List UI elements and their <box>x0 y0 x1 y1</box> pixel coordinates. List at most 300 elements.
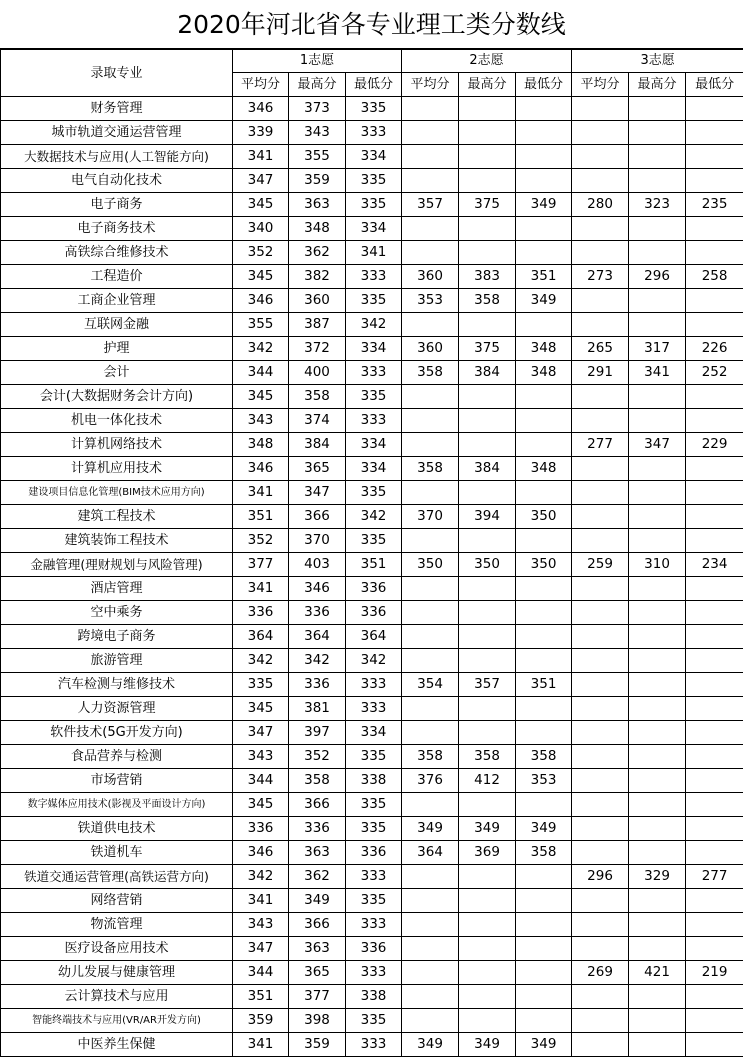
score-cell: 341 <box>233 577 289 601</box>
major-cell: 网络营销 <box>1 889 233 913</box>
major-cell: 铁道机车 <box>1 841 233 865</box>
min-header: 最低分 <box>686 73 743 97</box>
score-cell: 394 <box>459 505 516 529</box>
table-row <box>1 433 743 457</box>
score-cell: 344 <box>233 961 289 985</box>
score-cell: 366 <box>289 913 346 937</box>
score-cell <box>516 385 572 409</box>
score-cell: 329 <box>629 865 686 889</box>
score-cell <box>686 913 743 937</box>
score-cell <box>629 241 686 265</box>
score-cell <box>686 937 743 961</box>
score-cell <box>686 481 743 505</box>
score-cell <box>686 889 743 913</box>
score-cell: 338 <box>346 985 402 1009</box>
score-cell: 364 <box>233 625 289 649</box>
score-cell: 343 <box>233 913 289 937</box>
major-cell: 中医养生保健 <box>1 1033 233 1057</box>
table-row <box>1 601 743 625</box>
score-cell <box>459 601 516 625</box>
score-cell: 370 <box>289 529 346 553</box>
score-cell <box>629 673 686 697</box>
score-cell: 397 <box>289 721 346 745</box>
score-cell <box>629 481 686 505</box>
major-cell: 城市轨道交通运营管理 <box>1 121 233 145</box>
score-cell <box>572 625 629 649</box>
score-cell <box>459 385 516 409</box>
major-cell: 工商企业管理 <box>1 289 233 313</box>
major-cell: 食品营养与检测 <box>1 745 233 769</box>
score-cell: 333 <box>346 1033 402 1057</box>
score-cell <box>572 217 629 241</box>
avg-header: 平均分 <box>402 73 459 97</box>
score-cell <box>572 529 629 553</box>
score-cell <box>402 97 459 121</box>
score-cell: 348 <box>516 361 572 385</box>
score-cell: 234 <box>686 553 743 577</box>
score-cell: 348 <box>516 337 572 361</box>
score-cell <box>686 985 743 1009</box>
score-cell: 334 <box>346 433 402 457</box>
score-cell: 339 <box>233 121 289 145</box>
score-cell <box>629 385 686 409</box>
score-cell: 352 <box>233 529 289 553</box>
score-cell: 352 <box>289 745 346 769</box>
score-cell: 412 <box>459 769 516 793</box>
score-cell: 358 <box>459 289 516 313</box>
score-cell: 364 <box>289 625 346 649</box>
score-cell: 345 <box>233 193 289 217</box>
score-cell <box>629 793 686 817</box>
score-cell: 277 <box>572 433 629 457</box>
table-row <box>1 505 743 529</box>
score-cell: 343 <box>233 409 289 433</box>
score-cell <box>686 313 743 337</box>
score-cell: 358 <box>402 457 459 481</box>
score-cell <box>686 217 743 241</box>
score-cell <box>459 169 516 193</box>
score-cell: 370 <box>402 505 459 529</box>
score-cell: 353 <box>516 769 572 793</box>
score-cell: 342 <box>233 337 289 361</box>
score-cell: 366 <box>289 505 346 529</box>
score-cell <box>402 649 459 673</box>
score-cell <box>402 889 459 913</box>
score-cell <box>402 961 459 985</box>
score-cell: 362 <box>289 865 346 889</box>
score-cell <box>459 961 516 985</box>
score-cell: 334 <box>346 721 402 745</box>
score-cell: 352 <box>233 241 289 265</box>
score-cell <box>686 745 743 769</box>
score-cell: 335 <box>346 529 402 553</box>
score-cell <box>629 625 686 649</box>
score-cell: 349 <box>516 1033 572 1057</box>
score-cell <box>629 313 686 337</box>
score-cell: 335 <box>233 673 289 697</box>
table-row <box>1 649 743 673</box>
score-cell: 333 <box>346 361 402 385</box>
score-cell <box>686 793 743 817</box>
major-cell: 会计(大数据财务会计方向) <box>1 385 233 409</box>
score-cell <box>516 601 572 625</box>
major-cell: 护理 <box>1 337 233 361</box>
score-cell <box>629 745 686 769</box>
major-cell: 计算机应用技术 <box>1 457 233 481</box>
score-cell: 336 <box>346 841 402 865</box>
table-row <box>1 361 743 385</box>
score-cell <box>572 313 629 337</box>
choice-2-header: 2志愿 <box>402 50 572 73</box>
score-cell: 341 <box>233 481 289 505</box>
table-row <box>1 241 743 265</box>
score-cell: 398 <box>289 1009 346 1033</box>
score-cell: 333 <box>346 265 402 289</box>
score-cell <box>572 145 629 169</box>
score-cell <box>402 865 459 889</box>
major-cell: 大数据技术与应用(人工智能方向) <box>1 145 233 169</box>
score-cell: 346 <box>233 457 289 481</box>
score-cell <box>686 385 743 409</box>
major-cell: 人力资源管理 <box>1 697 233 721</box>
major-cell: 汽车检测与维修技术 <box>1 673 233 697</box>
avg-header: 平均分 <box>233 73 289 97</box>
score-cell <box>686 841 743 865</box>
score-cell: 310 <box>629 553 686 577</box>
score-cell: 348 <box>233 433 289 457</box>
table-row <box>1 721 743 745</box>
score-cell: 350 <box>459 553 516 577</box>
score-cell <box>402 913 459 937</box>
score-cell <box>629 985 686 1009</box>
score-cell: 353 <box>402 289 459 313</box>
score-cell <box>629 217 686 241</box>
major-cell: 酒店管理 <box>1 577 233 601</box>
score-cell: 344 <box>233 769 289 793</box>
score-cell: 358 <box>516 745 572 769</box>
score-cell: 269 <box>572 961 629 985</box>
score-cell: 365 <box>289 961 346 985</box>
score-cell: 335 <box>346 193 402 217</box>
score-cell: 346 <box>233 97 289 121</box>
score-cell <box>516 625 572 649</box>
major-cell: 云计算技术与应用 <box>1 985 233 1009</box>
score-cell <box>686 289 743 313</box>
score-cell <box>572 769 629 793</box>
score-cell: 360 <box>402 265 459 289</box>
score-cell <box>516 169 572 193</box>
score-cell: 342 <box>233 865 289 889</box>
score-cell: 336 <box>346 577 402 601</box>
score-cell <box>686 169 743 193</box>
score-cell: 336 <box>233 601 289 625</box>
score-cell: 349 <box>516 817 572 841</box>
table-row <box>1 529 743 553</box>
score-cell <box>516 913 572 937</box>
score-cell: 335 <box>346 385 402 409</box>
table-row <box>1 865 743 889</box>
choice-1-header: 1志愿 <box>233 50 402 73</box>
score-cell <box>516 985 572 1009</box>
major-cell: 互联网金融 <box>1 313 233 337</box>
score-cell <box>516 97 572 121</box>
score-cell: 219 <box>686 961 743 985</box>
score-cell <box>516 961 572 985</box>
score-cell <box>629 145 686 169</box>
score-cell: 349 <box>402 817 459 841</box>
score-cell: 317 <box>629 337 686 361</box>
major-cell: 电气自动化技术 <box>1 169 233 193</box>
score-cell <box>402 145 459 169</box>
score-cell <box>402 697 459 721</box>
score-cell: 351 <box>233 505 289 529</box>
score-cell <box>459 1009 516 1033</box>
table-row <box>1 1033 743 1057</box>
score-cell <box>686 241 743 265</box>
score-cell: 335 <box>346 817 402 841</box>
score-cell: 252 <box>686 361 743 385</box>
score-cell: 421 <box>629 961 686 985</box>
score-cell: 335 <box>346 793 402 817</box>
score-cell <box>459 793 516 817</box>
score-cell <box>572 841 629 865</box>
score-cell <box>629 1033 686 1057</box>
score-cell: 387 <box>289 313 346 337</box>
score-cell <box>686 673 743 697</box>
score-cell <box>459 433 516 457</box>
score-cell <box>629 169 686 193</box>
score-cell: 335 <box>346 1009 402 1033</box>
score-cell: 333 <box>346 121 402 145</box>
score-cell: 357 <box>459 673 516 697</box>
score-cell: 258 <box>686 265 743 289</box>
score-cell <box>629 457 686 481</box>
score-cell: 345 <box>233 385 289 409</box>
max-header: 最高分 <box>629 73 686 97</box>
score-cell: 265 <box>572 337 629 361</box>
score-cell: 360 <box>402 337 459 361</box>
table-row <box>1 193 743 217</box>
score-cell <box>686 121 743 145</box>
score-cell <box>516 217 572 241</box>
score-cell: 363 <box>289 193 346 217</box>
table-row <box>1 121 743 145</box>
score-cell: 341 <box>629 361 686 385</box>
table-row <box>1 673 743 697</box>
score-cell <box>516 241 572 265</box>
score-cell: 336 <box>289 673 346 697</box>
score-cell <box>459 937 516 961</box>
score-cell <box>516 721 572 745</box>
score-cell <box>459 985 516 1009</box>
score-cell <box>629 937 686 961</box>
page-title: 2020年河北省各专业理工类分数线 <box>0 0 743 49</box>
score-cell: 291 <box>572 361 629 385</box>
score-cell: 335 <box>346 289 402 313</box>
score-cell: 333 <box>346 913 402 937</box>
score-cell <box>629 697 686 721</box>
score-cell: 343 <box>289 121 346 145</box>
table-row <box>1 769 743 793</box>
score-cell <box>686 97 743 121</box>
score-cell <box>572 1033 629 1057</box>
score-cell <box>459 889 516 913</box>
score-cell <box>629 97 686 121</box>
score-cell: 355 <box>289 145 346 169</box>
table-row <box>1 385 743 409</box>
score-cell <box>516 697 572 721</box>
score-cell: 373 <box>289 97 346 121</box>
table-row <box>1 145 743 169</box>
score-cell: 342 <box>289 649 346 673</box>
score-cell: 350 <box>402 553 459 577</box>
score-cell: 359 <box>289 1033 346 1057</box>
table-row <box>1 985 743 1009</box>
score-cell: 336 <box>233 817 289 841</box>
major-cell: 工程造价 <box>1 265 233 289</box>
score-cell: 333 <box>346 697 402 721</box>
score-cell: 358 <box>402 745 459 769</box>
score-cell <box>516 649 572 673</box>
major-cell: 铁道供电技术 <box>1 817 233 841</box>
score-cell <box>629 721 686 745</box>
score-cell: 384 <box>459 457 516 481</box>
score-cell: 363 <box>289 937 346 961</box>
table-row <box>1 457 743 481</box>
score-cell <box>572 169 629 193</box>
table-row <box>1 937 743 961</box>
score-cell <box>629 913 686 937</box>
score-cell: 369 <box>459 841 516 865</box>
score-cell <box>402 217 459 241</box>
score-cell <box>572 457 629 481</box>
score-cell <box>516 121 572 145</box>
score-cell <box>572 889 629 913</box>
table-row <box>1 313 743 337</box>
table-row <box>1 481 743 505</box>
score-cell <box>572 937 629 961</box>
score-cell <box>686 697 743 721</box>
score-cell: 400 <box>289 361 346 385</box>
score-cell <box>402 721 459 745</box>
score-cell: 350 <box>516 553 572 577</box>
major-column-header: 录取专业 <box>1 50 233 97</box>
score-cell: 359 <box>233 1009 289 1033</box>
score-cell: 259 <box>572 553 629 577</box>
table-row <box>1 337 743 361</box>
score-cell: 333 <box>346 409 402 433</box>
score-cell <box>516 409 572 433</box>
score-cell <box>516 793 572 817</box>
score-cell <box>459 577 516 601</box>
score-cell: 334 <box>346 217 402 241</box>
score-cell <box>516 313 572 337</box>
score-cell <box>686 457 743 481</box>
score-cell <box>402 601 459 625</box>
score-cell <box>402 937 459 961</box>
score-cell: 336 <box>289 817 346 841</box>
score-cell: 355 <box>233 313 289 337</box>
score-cell: 334 <box>346 337 402 361</box>
score-cell: 277 <box>686 865 743 889</box>
score-cell: 360 <box>289 289 346 313</box>
score-cell <box>686 721 743 745</box>
major-cell: 数字媒体应用技术(影视及平面设计方向) <box>1 793 233 817</box>
score-cell: 347 <box>233 169 289 193</box>
score-cell: 354 <box>402 673 459 697</box>
score-cell <box>572 985 629 1009</box>
score-cell: 338 <box>346 769 402 793</box>
avg-header: 平均分 <box>572 73 629 97</box>
major-cell: 软件技术(5G开发方向) <box>1 721 233 745</box>
score-cell <box>629 289 686 313</box>
score-cell <box>516 529 572 553</box>
score-cell <box>516 937 572 961</box>
major-cell: 机电一体化技术 <box>1 409 233 433</box>
score-cell: 343 <box>233 745 289 769</box>
score-cell <box>402 121 459 145</box>
score-cell <box>572 745 629 769</box>
table-row <box>1 889 743 913</box>
score-cell <box>459 145 516 169</box>
score-cell: 336 <box>346 601 402 625</box>
major-cell: 智能终端技术与应用(VR/AR开发方向) <box>1 1009 233 1033</box>
score-cell <box>686 529 743 553</box>
score-cell: 280 <box>572 193 629 217</box>
score-cell: 336 <box>346 937 402 961</box>
score-cell: 376 <box>402 769 459 793</box>
major-cell: 跨境电子商务 <box>1 625 233 649</box>
score-cell <box>629 529 686 553</box>
score-cell: 226 <box>686 337 743 361</box>
max-header: 最高分 <box>459 73 516 97</box>
score-cell <box>402 409 459 433</box>
score-cell <box>629 1009 686 1033</box>
score-cell: 351 <box>233 985 289 1009</box>
score-cell: 346 <box>233 841 289 865</box>
score-cell: 381 <box>289 697 346 721</box>
score-cell: 235 <box>686 193 743 217</box>
max-header: 最高分 <box>289 73 346 97</box>
score-cell <box>686 409 743 433</box>
score-cell: 351 <box>516 673 572 697</box>
score-cell: 348 <box>289 217 346 241</box>
score-cell: 358 <box>516 841 572 865</box>
score-cell: 359 <box>289 169 346 193</box>
table-row <box>1 577 743 601</box>
score-cell: 347 <box>629 433 686 457</box>
major-cell: 医疗设备应用技术 <box>1 937 233 961</box>
score-cell: 384 <box>289 433 346 457</box>
score-cell <box>686 625 743 649</box>
min-header: 最低分 <box>516 73 572 97</box>
score-cell <box>459 721 516 745</box>
score-cell <box>459 913 516 937</box>
score-cell <box>572 649 629 673</box>
table-row <box>1 265 743 289</box>
score-cell <box>572 577 629 601</box>
score-cell <box>572 241 629 265</box>
score-cell <box>572 697 629 721</box>
score-cell <box>459 241 516 265</box>
score-cell <box>402 985 459 1009</box>
score-cell <box>629 769 686 793</box>
score-cell: 377 <box>233 553 289 577</box>
score-cell <box>572 817 629 841</box>
score-cell: 296 <box>629 265 686 289</box>
major-cell: 建筑装饰工程技术 <box>1 529 233 553</box>
score-cell: 341 <box>346 241 402 265</box>
